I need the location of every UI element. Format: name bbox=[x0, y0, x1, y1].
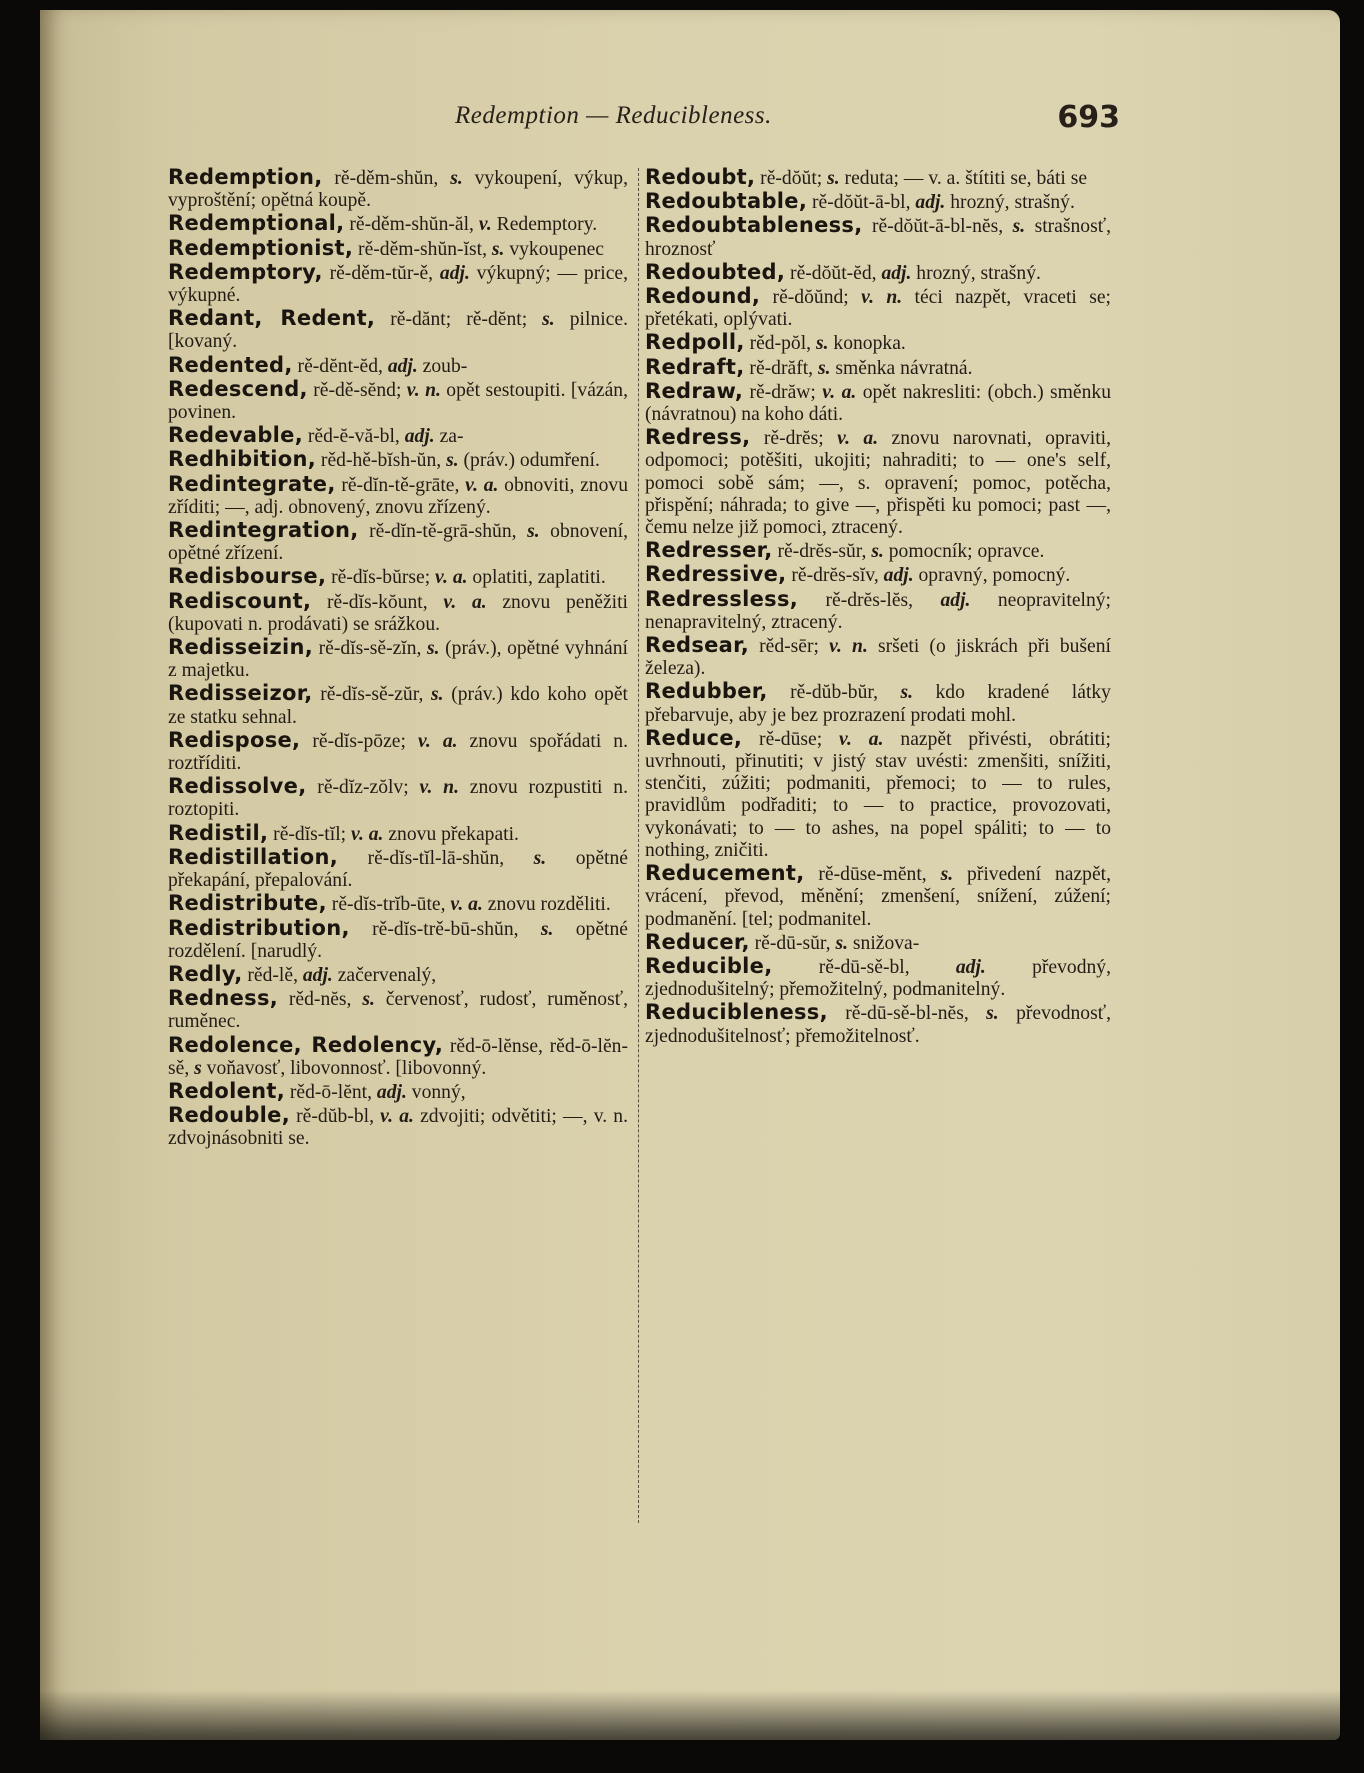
entry-grammar: adj. bbox=[399, 426, 435, 448]
entry-headword: Redistil, bbox=[168, 820, 269, 845]
entry-definition: směnka návratná. bbox=[830, 357, 973, 379]
entry-pronunciation: rě-dū-sě-bl-nĕs, bbox=[827, 1003, 969, 1025]
entry-pronunciation: rě-drĕs; bbox=[750, 428, 824, 450]
dictionary-entry bbox=[168, 1080, 628, 1104]
entry-pronunciation: rě-dĭn-tě-grāte, bbox=[335, 474, 460, 496]
entry-pronunciation: rě-dĭs-sě-zŭr, bbox=[312, 684, 424, 706]
entry-grammar: v. a. bbox=[405, 730, 458, 752]
entry-definition: (práv.) odumření. bbox=[458, 450, 600, 472]
entry-grammar: s. bbox=[813, 357, 831, 379]
entry-headword: Redistribution, bbox=[168, 915, 350, 940]
entry-grammar: v. a. bbox=[459, 474, 499, 496]
entry-headword: Redoubtableness, bbox=[645, 213, 863, 238]
dictionary-entry bbox=[168, 590, 628, 636]
entry-headword: Redressive, bbox=[645, 562, 787, 587]
entry-definition: znovu rozděliti. bbox=[482, 894, 611, 916]
entry-definition: obnovení, opětné zřízení. bbox=[168, 521, 628, 565]
entry-pronunciation: rě-dĭs-tĭl-lā-shŭn, bbox=[338, 847, 505, 869]
entry-headword: Redouble, bbox=[168, 1103, 290, 1128]
entry-grammar: v. n. bbox=[818, 636, 868, 658]
entry-headword: Redintegrate, bbox=[168, 471, 336, 496]
entry-definition: výkupný; — price, výkupné. bbox=[168, 262, 628, 307]
entry-grammar: s. bbox=[423, 684, 444, 706]
entry-definition: opět sestoupiti. [vázán, povinen. bbox=[168, 379, 628, 424]
entry-grammar: v. a. bbox=[427, 591, 487, 613]
entry-grammar: s. bbox=[822, 168, 840, 189]
entry-grammar: s. bbox=[527, 309, 555, 331]
entry-headword: Redpoll, bbox=[645, 330, 745, 355]
entry-grammar: v. a. bbox=[823, 428, 879, 450]
column-divider bbox=[638, 168, 639, 1523]
entry-grammar: adj. bbox=[878, 565, 914, 587]
entry-headword: Redemptional, bbox=[168, 211, 345, 236]
entry-pronunciation: rě-drăft, bbox=[744, 357, 814, 379]
entry-definition: kdo kradené látky přebarvuje, aby je bez prozrazení prodati mohl. bbox=[645, 682, 1111, 726]
entry-definition: pilnice. [kovaný. bbox=[168, 309, 628, 353]
entry-definition: hrozný, strašný. bbox=[911, 262, 1041, 284]
entry-pronunciation: rě-dū-sŭr, bbox=[749, 932, 831, 954]
entry-grammar: s. bbox=[878, 682, 914, 704]
dictionary-entry bbox=[645, 380, 1111, 426]
dictionary-entry bbox=[168, 166, 628, 212]
entry-definition: opravný, pomocný. bbox=[913, 565, 1071, 587]
entry-grammar: v. n. bbox=[848, 287, 903, 309]
dictionary-entry bbox=[645, 261, 1111, 285]
entry-pronunciation: rě-dě-sĕnd; bbox=[307, 379, 402, 401]
entry-definition: zdvojiti; odvětiti; —, v. n. zdvojnásobniti se. bbox=[168, 1106, 628, 1150]
dictionary-entry bbox=[168, 354, 628, 378]
dictionary-entry bbox=[168, 1034, 628, 1080]
entry-grammar: adj. bbox=[433, 262, 470, 284]
entry-headword: Redolence, Redolency, bbox=[168, 1032, 444, 1057]
dictionary-entry bbox=[168, 636, 628, 682]
entry-pronunciation: rě-děm-shŭn, bbox=[322, 168, 439, 189]
entry-headword: Redescend, bbox=[168, 376, 308, 401]
entry-definition: opětné překapání, přepalování. bbox=[168, 847, 628, 892]
dictionary-entry bbox=[168, 565, 628, 589]
entry-pronunciation: rě-dŏŭt; bbox=[755, 168, 823, 189]
entry-headword: Redant, Redent, bbox=[168, 306, 376, 331]
dictionary-entry bbox=[168, 424, 628, 448]
entry-definition: obnoviti, znovu zříditi; —, adj. obnovený, znovu zřízený. bbox=[168, 474, 628, 518]
entry-headword: Rediscount, bbox=[168, 588, 312, 613]
entry-grammar: v. a. bbox=[815, 381, 857, 403]
entry-definition: sršeti (o jiskrách při bušení železa). bbox=[645, 636, 1111, 680]
dictionary-entry bbox=[645, 356, 1111, 380]
entry-definition: převodnosť, zjednodušitelnosť; přemožitelnosť. bbox=[645, 1003, 1111, 1047]
entry-definition: vykoupení, výkup, vyproštění; opětná koupě. bbox=[168, 168, 628, 212]
entry-definition: červenosť, rudosť, ruměnosť, ruměnec. bbox=[168, 989, 628, 1033]
entry-pronunciation: rě-dŏŭt-ĕd, bbox=[785, 262, 877, 284]
entry-headword: Reduce, bbox=[645, 725, 743, 750]
entry-pronunciation: rě-dĕnt-ĕd, bbox=[292, 355, 383, 377]
entry-headword: Redress, bbox=[645, 425, 751, 450]
dictionary-entry bbox=[645, 166, 1111, 190]
entry-grammar: adj. bbox=[876, 262, 912, 284]
entry-grammar: s. bbox=[487, 238, 505, 260]
entry-headword: Reducement, bbox=[645, 861, 805, 886]
entry-pronunciation: rěd-lě, bbox=[242, 964, 298, 986]
entry-pronunciation: rě-dĭs-trě-bū-shŭn, bbox=[349, 918, 519, 940]
entry-definition: (práv.), opětné vyhnání z majetku. bbox=[168, 638, 628, 682]
entry-headword: Redressless, bbox=[645, 586, 799, 611]
entry-pronunciation: rě-dūse; bbox=[742, 728, 823, 750]
dictionary-entry bbox=[645, 955, 1111, 1001]
entry-pronunciation: rě-dŏŭnd; bbox=[760, 287, 849, 309]
dictionary-entry bbox=[168, 729, 628, 775]
entry-pronunciation: rě-dănt; rě-dĕnt; bbox=[375, 309, 528, 331]
entry-grammar: adj. bbox=[297, 964, 333, 986]
dictionary-entry bbox=[168, 378, 628, 424]
entry-pronunciation: rě-dĭs-kŏunt, bbox=[311, 591, 428, 613]
dictionary-entry bbox=[645, 214, 1111, 260]
entry-pronunciation: rěd-pŏl, bbox=[744, 333, 812, 355]
dictionary-entry bbox=[645, 285, 1111, 331]
dictionary-entry bbox=[168, 1104, 628, 1150]
entry-definition: opět nakresliti: (obch.) směnku (návratnou) na koho dáti. bbox=[645, 381, 1111, 426]
entry-grammar: adj. bbox=[382, 355, 418, 377]
dictionary-entry bbox=[168, 519, 628, 565]
running-head: Redemption — Reducibleness. bbox=[455, 102, 772, 129]
entry-definition: přivedení nazpět, vrácení, převod, měnění; zmenšení, snížení, zúžení; podmanění. [tel; podmanitel. bbox=[645, 864, 1111, 930]
entry-headword: Redisseizor, bbox=[168, 681, 313, 706]
entry-grammar: v. n. bbox=[401, 379, 441, 401]
entry-definition: Redemptory. bbox=[491, 214, 598, 236]
entry-pronunciation: rě-dŭb-bl, bbox=[289, 1106, 374, 1128]
entry-grammar: s bbox=[189, 1057, 202, 1079]
entry-definition: hrozný, strašný. bbox=[945, 192, 1075, 214]
entry-headword: Redistillation, bbox=[168, 844, 339, 869]
entry-headword: Redhibition, bbox=[168, 447, 317, 472]
dictionary-entry bbox=[645, 680, 1111, 726]
entry-definition: reduta; — v. a. štítiti se, báti se bbox=[839, 168, 1088, 189]
entry-grammar: s. bbox=[968, 1003, 999, 1025]
dictionary-entry bbox=[168, 963, 628, 987]
entry-pronunciation: rě-dŏŭt-ā-bl-nĕs, bbox=[862, 216, 1004, 238]
entry-definition: snižova- bbox=[848, 932, 920, 954]
entry-headword: Redisseizin, bbox=[168, 635, 314, 660]
entry-grammar: s. bbox=[1003, 216, 1026, 238]
entry-definition: konopka. bbox=[828, 333, 906, 355]
entry-definition: znovu spořádati n. roztříditi. bbox=[168, 730, 628, 775]
entry-grammar: s. bbox=[351, 989, 375, 1011]
dictionary-entry bbox=[168, 212, 628, 236]
dictionary-entry bbox=[168, 307, 628, 353]
dictionary-entry bbox=[645, 563, 1111, 587]
entry-headword: Redintegration, bbox=[168, 518, 359, 543]
entry-pronunciation: rě-dĭs-sě-zĭn, bbox=[313, 638, 422, 660]
dictionary-entry bbox=[645, 862, 1111, 931]
dictionary-entry bbox=[168, 917, 628, 963]
entry-pronunciation: rě-dū-sě-bl, bbox=[772, 956, 910, 978]
dictionary-entry bbox=[645, 931, 1111, 955]
entry-headword: Redness, bbox=[168, 986, 279, 1011]
entry-definition: znovu překapati. bbox=[383, 823, 519, 845]
entry-headword: Redly, bbox=[168, 961, 243, 986]
entry-pronunciation: rě-děm-shŭn-ĭst, bbox=[353, 238, 487, 260]
dictionary-entry bbox=[168, 682, 628, 728]
entry-pronunciation: rě-drăw; bbox=[743, 381, 816, 403]
entry-definition: voňavosť, libovonnosť. [libovonný. bbox=[201, 1057, 487, 1079]
entry-grammar: v. a. bbox=[346, 823, 384, 845]
dictionary-entry bbox=[168, 892, 628, 916]
right-column bbox=[645, 166, 1111, 1048]
entry-grammar: v. a. bbox=[822, 728, 884, 750]
dictionary-entry bbox=[168, 473, 628, 519]
entry-definition: znovu peněžiti (kupovati n. prodávati) se srážkou. bbox=[168, 591, 628, 635]
entry-grammar: v. bbox=[473, 214, 492, 236]
dictionary-entry bbox=[645, 634, 1111, 680]
entry-pronunciation: rě-dĭs-bŭrse; bbox=[326, 567, 431, 589]
entry-definition: opětné rozdělení. [narudlý. bbox=[168, 918, 628, 962]
entry-pronunciation: rě-drĕs-sĭv, bbox=[786, 565, 879, 587]
entry-definition: začervenalý, bbox=[332, 964, 437, 986]
entry-grammar: s. bbox=[504, 847, 547, 869]
entry-definition: znovu narovnati, opraviti, odpomoci; potěšiti, ukojiti; nahraditi; to — one's self, pomoci sobě sám; —, s. opravení; pomoc, potěcha, přispění; náhrada; to give —, přispěti ku pomoci; past —, čemu nelze již pomoci, ztracený. bbox=[645, 428, 1111, 539]
entry-pronunciation: rěd-ō-lĕnt, bbox=[284, 1081, 373, 1103]
scan-bottom-edge bbox=[40, 1690, 1350, 1773]
dictionary-entry bbox=[645, 588, 1111, 634]
entry-grammar: s. bbox=[421, 638, 440, 660]
entry-grammar: s. bbox=[518, 918, 554, 940]
entry-pronunciation: rě-dŭb-bŭr, bbox=[767, 682, 879, 704]
entry-pronunciation: rě-drĕs-sŭr, bbox=[772, 541, 867, 563]
entry-pronunciation: rě-děm-tŭr-ě, bbox=[322, 262, 434, 284]
entry-definition: za- bbox=[434, 426, 464, 448]
entry-headword: Redissolve, bbox=[168, 774, 307, 799]
entry-headword: Redubber, bbox=[645, 679, 768, 704]
entry-headword: Reducer, bbox=[645, 929, 750, 954]
entry-grammar: s. bbox=[811, 333, 829, 355]
entry-headword: Redraft, bbox=[645, 354, 745, 379]
dictionary-entry bbox=[168, 846, 628, 892]
entry-headword: Redisbourse, bbox=[168, 564, 327, 589]
page-header bbox=[190, 100, 1120, 140]
entry-pronunciation: rěd-ō-lĕnse, rěd-ō-lĕn-sě, bbox=[168, 1035, 628, 1079]
entry-pronunciation: rě-děm-shŭn-ăl, bbox=[344, 214, 474, 236]
entry-pronunciation: rě-dĭs-pōze; bbox=[300, 730, 406, 752]
entry-headword: Redoubtable, bbox=[645, 189, 808, 214]
entry-grammar: v. a. bbox=[445, 894, 483, 916]
entry-pronunciation: rěd-ĕ-vă-bl, bbox=[303, 426, 400, 448]
entry-definition: neopravitelný; nenapravitelný, ztracený. bbox=[645, 589, 1112, 633]
entry-pronunciation: rěd-hě-bĭsh-ŭn, bbox=[316, 450, 442, 472]
dictionary-entry bbox=[168, 775, 628, 821]
entry-headword: Redemptionist, bbox=[168, 235, 354, 260]
dictionary-entry bbox=[645, 426, 1111, 539]
entry-headword: Reducibleness, bbox=[645, 1000, 828, 1025]
entry-pronunciation: rě-dĭz-zŏlv; bbox=[306, 777, 409, 799]
entry-definition: vonný, bbox=[406, 1081, 466, 1103]
entry-definition: oplatiti, zaplatiti. bbox=[467, 567, 606, 589]
entry-headword: Redevable, bbox=[168, 423, 303, 448]
entry-pronunciation: rěd-nĕs, bbox=[278, 989, 352, 1011]
entry-headword: Redemptory, bbox=[168, 259, 323, 284]
entry-grammar: v. a. bbox=[430, 567, 468, 589]
entry-pronunciation: rě-drĕs-lĕs, bbox=[798, 589, 914, 611]
entry-headword: Reducible, bbox=[645, 953, 773, 978]
entry-headword: Redented, bbox=[168, 352, 293, 377]
entry-grammar: adj. bbox=[909, 956, 986, 978]
entry-grammar: v. n. bbox=[408, 777, 459, 799]
dictionary-entry bbox=[168, 822, 628, 846]
entry-headword: Redoubted, bbox=[645, 259, 786, 284]
entry-headword: Redispose, bbox=[168, 727, 301, 752]
entry-grammar: v. a. bbox=[373, 1106, 414, 1128]
entry-headword: Redolent, bbox=[168, 1078, 285, 1103]
entry-pronunciation: rě-dūse-mĕnt, bbox=[804, 864, 927, 886]
entry-definition: vykoupenec bbox=[504, 238, 605, 260]
entry-grammar: adj. bbox=[372, 1081, 407, 1103]
entry-definition: téci nazpět, vraceti se; přetékati, oplývati. bbox=[645, 287, 1111, 331]
entry-headword: Redraw, bbox=[645, 378, 744, 403]
entry-grammar: s. bbox=[866, 541, 884, 563]
page-number: 693 bbox=[1057, 100, 1120, 135]
entry-headword: Redresser, bbox=[645, 538, 773, 563]
dictionary-entry bbox=[645, 331, 1111, 355]
entry-pronunciation: rě-dŏŭt-ā-bl, bbox=[807, 192, 911, 214]
entry-definition: převodný, zjednodušitelný; přemožitelný, podmanitelný. bbox=[645, 956, 1111, 1001]
entry-pronunciation: rě-dĭn-tě-grā-shŭn, bbox=[358, 521, 517, 543]
entry-headword: Redsear, bbox=[645, 633, 750, 658]
entry-grammar: adj. bbox=[913, 589, 971, 611]
dictionary-entry bbox=[168, 237, 628, 261]
dictionary-entry bbox=[168, 987, 628, 1033]
entry-headword: Redoubt, bbox=[645, 165, 756, 189]
entry-headword: Redemption, bbox=[168, 165, 323, 189]
entry-definition: pomocník; opravce. bbox=[883, 541, 1045, 563]
dictionary-entry bbox=[645, 539, 1111, 563]
entry-pronunciation: rě-dĭs-trĭb-ūte, bbox=[326, 894, 446, 916]
dictionary-entry bbox=[645, 190, 1111, 214]
entry-headword: Redound, bbox=[645, 284, 761, 309]
entry-definition: strašnosť, hroznosť bbox=[645, 216, 1111, 260]
entry-grammar: s. bbox=[830, 932, 848, 954]
entry-definition: nazpět přivésti, obrátiti; uvrhnouti, přinutiti; v jistý stav uvésti: zmenšiti, snížiti, stenčiti, zúžiti; podmaniti, přemoci; to — to rules, pravidlům podřaditi; to — to practice, provozovati, vykonávati; to — to ashes, na popel spáliti; to — to nothing, zničiti. bbox=[645, 728, 1111, 861]
entry-headword: Redistribute, bbox=[168, 891, 327, 916]
left-column bbox=[168, 166, 628, 1151]
entry-grammar: s. bbox=[438, 168, 463, 189]
entry-grammar: s. bbox=[926, 864, 954, 886]
dictionary-entry bbox=[645, 727, 1111, 862]
entry-pronunciation: rě-dĭs-tĭl; bbox=[268, 823, 347, 845]
dictionary-entry bbox=[168, 448, 628, 472]
entry-grammar: s. bbox=[516, 521, 540, 543]
entry-grammar: s. bbox=[441, 450, 459, 472]
entry-grammar: adj. bbox=[910, 192, 946, 214]
entry-pronunciation: rěd-sēr; bbox=[749, 636, 819, 658]
entry-definition: znovu rozpustiti n. roztopiti. bbox=[168, 777, 628, 821]
dictionary-entry bbox=[168, 261, 628, 307]
entry-definition: (práv.) kdo koho opět ze statku sehnal. bbox=[168, 684, 628, 728]
entry-definition: zoub- bbox=[417, 355, 468, 377]
dictionary-entry bbox=[645, 1001, 1111, 1047]
